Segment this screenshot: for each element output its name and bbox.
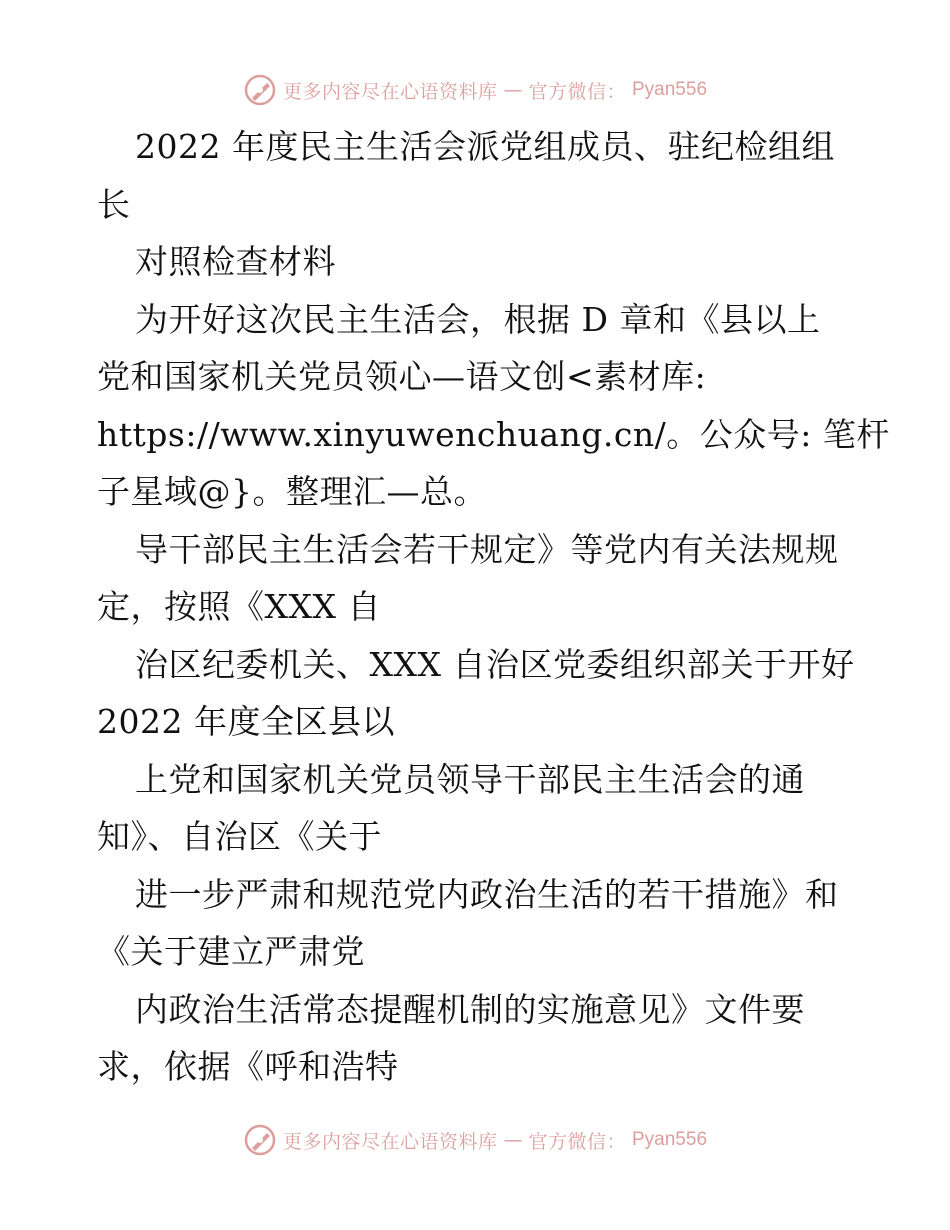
- paragraph-line: https://www.xinyuwenchuang.cn/。公众号: 笔杆: [97, 414, 890, 454]
- paragraph-line: 治区纪委机关、XXX 自治区党委组织部关于开好: [135, 644, 855, 684]
- pen-logo-icon: [243, 73, 277, 107]
- paragraph-line: 上党和国家机关党员领导干部民主生活会的通: [135, 759, 805, 799]
- watermark-separator: —: [503, 1129, 523, 1151]
- paragraph-line: 内政治生活常态提醒机制的实施意见》文件要: [135, 989, 805, 1029]
- watermark-separator: —: [503, 79, 523, 101]
- paragraph-line: 《关于建立严肃党: [97, 932, 365, 971]
- watermark-text: 更多内容尽在心语资料库: [282, 80, 498, 103]
- pen-logo-icon: [243, 1123, 277, 1157]
- document-body: [97, 118, 890, 1096]
- footer-watermark: [0, 1120, 950, 1160]
- paragraph-line: 子星域@}。整理汇—总。: [97, 472, 487, 511]
- paragraph-line: 2022 年度全区县以: [97, 702, 395, 741]
- paragraph-line: 求，依据《呼和浩特: [97, 1047, 399, 1086]
- paragraph-line: 为开好这次民主生活会，根据 D 章和《县以上: [135, 299, 821, 339]
- header-watermark: [0, 70, 950, 110]
- watermark-wechat-id: Pyan556: [632, 1129, 708, 1150]
- paragraph-line: 进一步严肃和规范党内政治生活的若干措施》和: [135, 874, 839, 914]
- paragraph-line: 定，按照《XXX 自: [97, 587, 381, 626]
- title-line-1: 2022 年度民主生活会派党组成员、驻纪检组组: [135, 127, 835, 166]
- watermark-label: 官方微信：: [528, 1130, 626, 1153]
- watermark-text: 更多内容尽在心语资料库: [282, 1130, 498, 1153]
- watermark-wechat-id: Pyan556: [632, 79, 708, 100]
- paragraph-line: 知》、自治区《关于: [97, 817, 382, 856]
- paragraph-line: 党和国家机关党员领心—语文创<素材库:: [97, 357, 707, 396]
- paragraph-line: 导干部民主生活会若干规定》等党内有关法规规: [135, 529, 839, 569]
- subtitle-line: 对照检查材料: [135, 242, 336, 281]
- title-line-2: 长: [97, 184, 131, 224]
- watermark-label: 官方微信：: [528, 80, 626, 103]
